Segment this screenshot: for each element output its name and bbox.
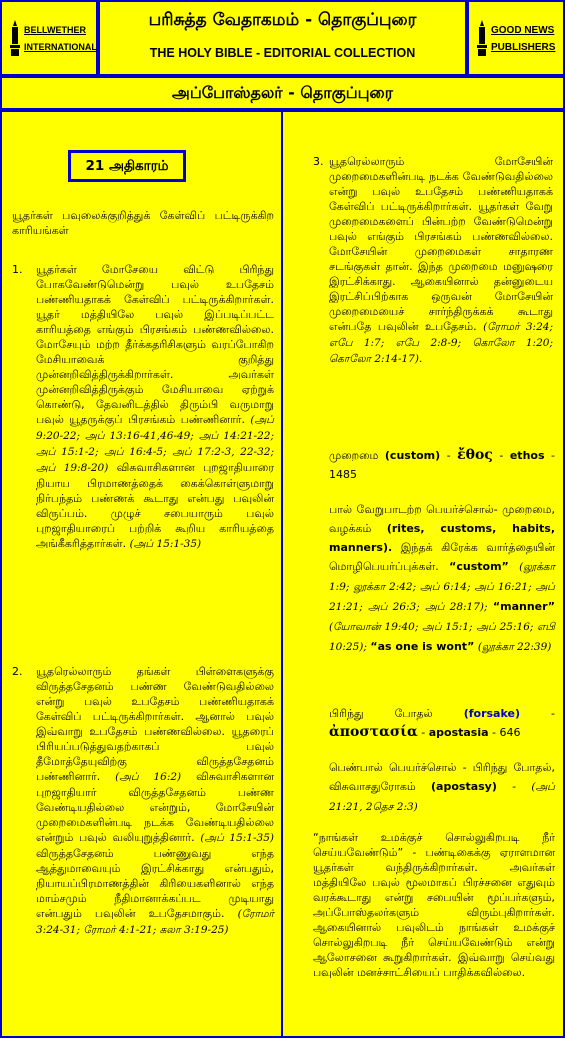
word-study-note: இந்தக் கிரேக்க வார்த்தையின் மொழிபெயர்ப்புக்கள். xyxy=(329,541,556,573)
list-item-1 xyxy=(12,262,275,552)
book-title-bar xyxy=(0,76,565,110)
word-study-meaning-en: (rites, customs, habits, manners). xyxy=(329,522,555,554)
word-study-number: 646 xyxy=(499,726,521,739)
custom-refs: (லூக்கா 1:9; லூக்கா 2:42; அப் 6:14; அப் 16:21; அப் 21:21; அப் 26:3; அப் 28:17); xyxy=(329,561,556,613)
word-study-meaning: பால் வேறுபாடற்ற பெயர்ச்சொல்- முறைமை, வழக்கம் xyxy=(329,503,555,535)
good-news-line1: GOOD NEWS xyxy=(491,25,555,36)
item-number: 1. xyxy=(12,263,23,276)
word-study-meaning-en: (apostasy) xyxy=(431,780,497,793)
intro-heading: யூதர்கள் பவுலைக்குறித்துக் கேள்விப் பட்டிருக்கிற காரியங்கள் xyxy=(12,209,274,237)
item-text: யூதரெல்லாரும் தங்கள் பிள்ளைகளுக்கு விருத்தசேதனம் பண்ண வேண்டுவதில்லை என்று பவுல் உபதேசம் பண்ணியதாகக் கேள்விப் பட்டிருக்கிறார்கள். ஆனால் பவுல் இவ்வாறு உபதேசம் பண்ணவில்லை. யூதரைப் பிரியப்படுத்துவதற்காகப் பவுல் தீமோத்தேயுவிற்கு விருத்தசேதனம் பண்ணினார். xyxy=(36,665,274,783)
header-title-panel xyxy=(98,0,467,76)
word-study-translit: apostasia xyxy=(428,726,489,739)
bellwether-line2: INTERNATIONAL xyxy=(24,42,97,52)
word-study-english: (forsake) xyxy=(463,707,520,720)
item-text: யூதரெல்லாரும் மோசேயின் முறைமைகளின்படி நடக்க வேண்டுவதில்லை என்று பவுல் உபதேசம் பண்ணியதாகக் கேள்விப் பட்டிருக்கிறார்கள். யூதர்கள் வேறு முறைமைகளைப் பின்பற்ற வேண்டுமென்று பவுல் எங்கும் பிரசங்கம் பண்ணவில்லை. மோசேயின் முறைமைகள் சாதாரண சடங்குகள் தான். இந்த முறைமை மனுஷரை இரட்சிக்காது. ஆகையினால் தன்னுடைய இரட்சிப்பிற்காக ஒருவன் மோசேயின் முறைமையைச் சார்ந்திருக்கக் கூடாது என்பதே பவுலின் உபதேசம். xyxy=(329,155,553,333)
header-title-english: THE HOLY BIBLE - EDITORIAL COLLECTION xyxy=(149,46,416,60)
list-item-2 xyxy=(12,664,275,938)
word-study-forsake-body: பெண்பால் பெயர்ச்சொல் - பிரிந்து போதல், விசுவாசதுரோகம் (apostasy) - (அப் 21:21, 2தெச 2:3) xyxy=(329,761,555,813)
header-title-tamil: பரிசுத்த வேதாகமம் - தொகுப்புரை xyxy=(148,10,417,30)
closing-text: “நாங்கள் உமக்குச் சொல்லுகிறபடி நீர் செய்யவேண்டும்” - பண்டிகைக்கு ஏராளமான யூதர்கள் வந்திருக்கிறார்கள். அவர்கள் மத்தியிலே பவுல் மூலமாகப் பிரச்சனை எதுவும் வரக்கூடாது என்று சபையின் மூப்பர்களும், அப்போஸ்தலர்களும் விரும்புகிறார்கள். ஆகையினால் பவுலிடம் நாங்கள் உமக்குச் சொல்லுகிறபடி நீர் செய்யவேண்டும் என்று ஆலோசனை கூறுகிறார்கள். இவ்வாறு செய்வது பவுலின் மனச்சாட்சியைப் பாதிக்கவில்லை. xyxy=(313,831,555,979)
wont-ref: (லூக்கா 22:39) xyxy=(477,641,552,653)
word-study-number: 1485 xyxy=(329,468,357,481)
item-text-3: விருத்தசேதனம் பண்ணுவது எந்த ஆத்துமாவையும் இரட்சிக்காது என்பதும், நியாயப்பிரமாணத்தின் கிரியைகளினால் எந்த மாம்சமும் நீதிமானாக்கப்பட முடியாது என்பதும் பவுலின் உபதேசமாகும். xyxy=(36,847,274,920)
good-news-logo xyxy=(475,12,559,66)
item-reference-2: (அப் 15:1-35) xyxy=(129,538,202,550)
item-text: யூதர்கள் மோசேயை விட்டு பிரிந்து போகவேண்டுமென்று பவுல் உபதேசம் பண்ணியதாகக் கேள்விப் பட்டிருக்கிறார்கள். யூதர் மத்தியிலே பவுல் இப்படிப்பட்ட காரியத்தை எங்கும் பிரசங்கம் பண்ணவில்லை. மோசேயும் மற்ற தீர்க்கதரிசிகளும் வரப்போகிற மேசியாவைக் குறித்து முன்னறிவித்திருக்கிறார்கள். அவர்கள் முன்னறிவித்திருக்கும் மேசியாவை ஏற்றுக் கொண்டு, தேவனிடத்தில் திரும்பி வருமாறு பவுல் யூதருக்குப் பிரசங்கம் பண்ணினார். xyxy=(36,263,274,426)
custom-label: “custom” xyxy=(449,560,509,573)
word-study-word: பிரிந்து போதல் xyxy=(329,707,433,720)
item-reference: (அப் 16:2) xyxy=(115,771,182,783)
bellwether-logo-panel xyxy=(0,0,98,76)
good-news-logo-panel xyxy=(467,0,565,76)
item-text-2: விசுவாசிகளான புறஜாதியாரை நியாய பிரமாணத்தைக் கைக்கொள்ளுமாறு நிர்பந்தம் பண்ணக் கூடாது என்பது பவுலின் விருப்பம். முழுச் சபையாரும் பவுல் புறஜாதியாரைப் பற்றிக் கூறிய காரியத்தை அங்கீகரித்தார்கள். xyxy=(36,461,274,550)
item-reference-3: (ரோமர் 3:24-31; ரோமர் 4:1-21; கலா 3:19-25) xyxy=(36,908,275,936)
left-column xyxy=(0,110,283,1038)
item-reference-2: (அப் 15:1-35) xyxy=(200,832,274,844)
closing-paragraph xyxy=(313,830,555,980)
word-study-greek: ἀποστασία xyxy=(329,724,418,740)
manner-refs: (யோவான் 19:40; அப் 15:1; அப் 25:16; எபி 10:25); xyxy=(329,621,555,653)
lamp-icon xyxy=(475,18,489,58)
good-news-line2: PUBLISHERS xyxy=(491,42,556,53)
book-title: அப்போஸ்தலர் - தொகுப்புரை xyxy=(172,83,393,102)
wont-label: “as one is wont” xyxy=(370,640,475,653)
item-reference: (அப் 9:20-22; அப் 13:16-41,46-49; அப் 14:21-22; அப் 15:1-2; அப் 16:4-5; அப் 17:2-3, 22-32; அப் 19:8-20) xyxy=(36,414,275,474)
word-study-translit: ethos xyxy=(509,449,545,462)
word-study-english: (custom) xyxy=(384,449,441,462)
word-study-meaning: பெண்பால் பெயர்ச்சொல் - பிரிந்து போதல், விசுவாசதுரோகம் xyxy=(329,761,555,793)
chapter-label: 21 அதிகாரம் xyxy=(68,150,186,182)
list-item-3 xyxy=(313,154,553,367)
word-study-refs: (அப் 21:21, 2தெச 2:3) xyxy=(329,781,555,813)
word-study-greek: ἔθος xyxy=(457,447,493,463)
item-number: 3. xyxy=(313,155,324,168)
manner-label: “manner” xyxy=(492,600,556,613)
item-reference: (ரோமர் 3:24; எபே 1:7; எபே 2:8-9; கொலோ 1:20; கொலோ 2:14-17). xyxy=(329,321,553,365)
word-study-word: முறைமை xyxy=(329,449,379,462)
bellwether-logo xyxy=(8,12,97,66)
item-number: 2. xyxy=(12,665,23,678)
lamp-icon xyxy=(8,18,22,58)
word-study-custom-heading: முறைமை (custom) - ἔθος - ethos - 1485 xyxy=(329,447,555,481)
bellwether-line1: BELLWETHER xyxy=(24,25,86,35)
word-study-custom-body xyxy=(329,500,555,657)
word-study-forsake-heading: பிரிந்து போதல் (forsake) - ἀποστασία - apostasia - 646 xyxy=(329,707,556,740)
right-column xyxy=(281,110,565,1038)
item-text-2: விசுவாசிகளான புறஜாதியார் விருத்தசேதனம் பண்ண வேண்டியதில்லை என்றும், மோசேயின் முறைமைகளின்படி நடக்க வேண்டியதில்லை என்றும் பவுல் வலியுறுத்தினார். xyxy=(36,770,275,844)
